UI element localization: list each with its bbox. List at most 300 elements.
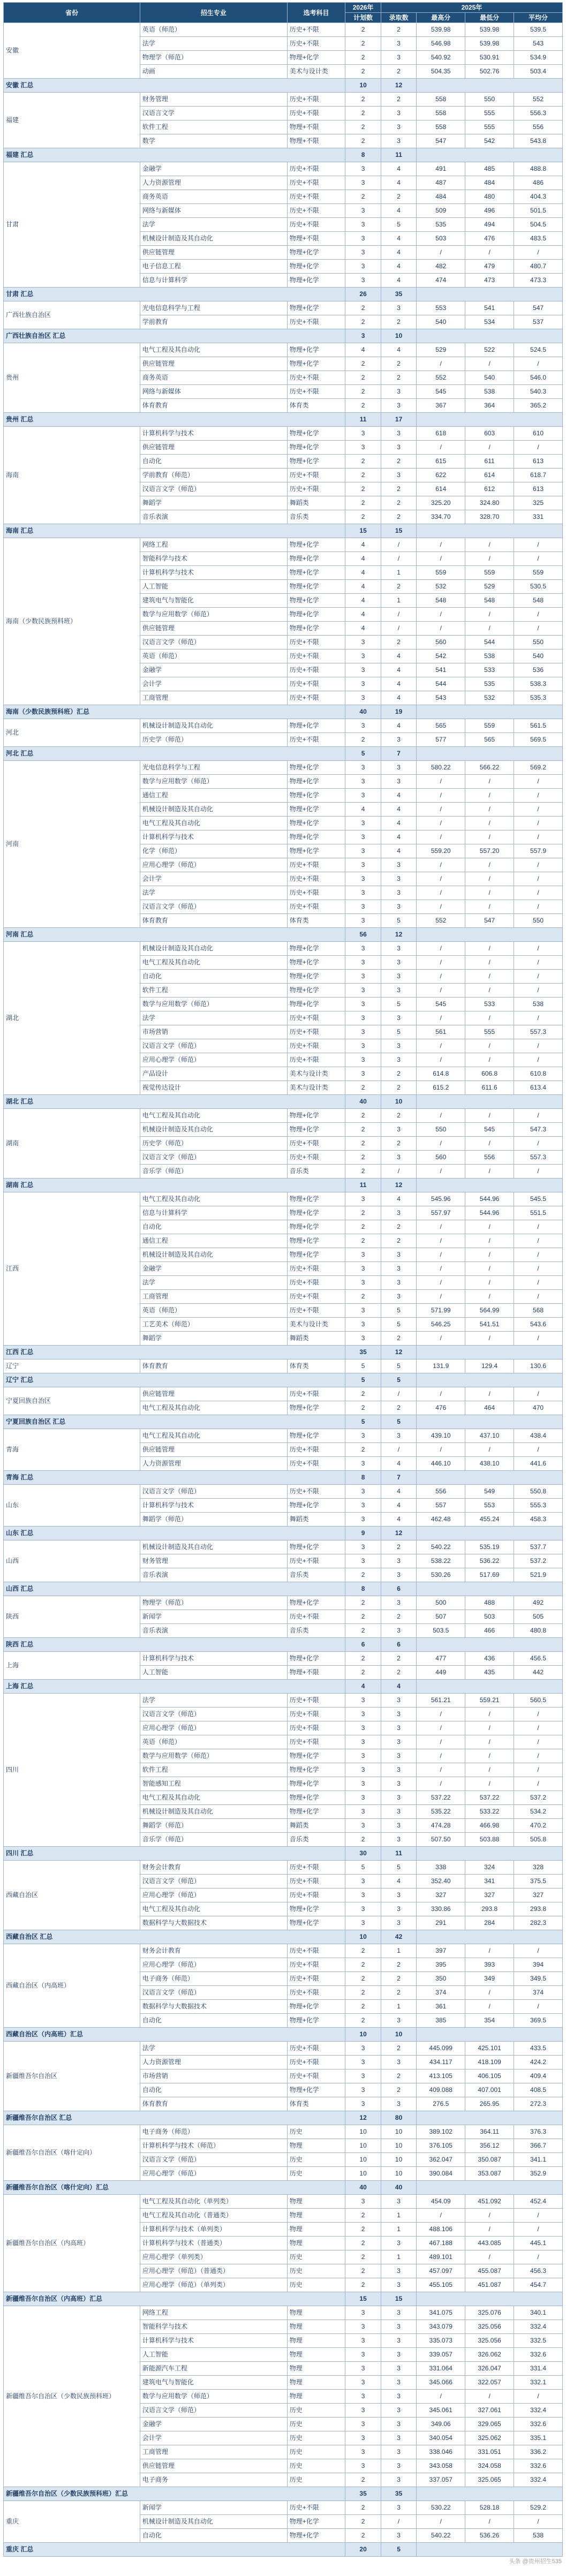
admitted-cell: 3 <box>381 2445 416 2459</box>
admitted-cell: 3 <box>381 2237 416 2250</box>
admitted-cell: 2 <box>381 23 416 37</box>
min-score-cell: 612 <box>465 482 514 496</box>
province-cell: 安徽 <box>4 23 140 79</box>
min-score-cell: 466 <box>465 1624 514 1638</box>
min-score-cell: 356.12 <box>465 2139 514 2153</box>
subtotal-empty <box>417 148 563 162</box>
subtotal-plan: 6 <box>345 1638 381 1652</box>
min-score-cell: / <box>465 1234 514 1248</box>
subject-cell: 体育类 <box>287 1359 345 1373</box>
subject-cell: 历史+不限 <box>287 1610 345 1624</box>
major-cell: 计算机科学与技术 <box>140 2334 287 2348</box>
subtotal-plan: 5 <box>345 1415 381 1429</box>
subject-cell: 物理 <box>287 2237 345 2250</box>
major-cell: 网络工程 <box>140 538 287 552</box>
min-score-cell: 293.8 <box>465 1902 514 1916</box>
major-cell: 音乐学（师范） <box>140 1165 287 1179</box>
subject-cell: 历史+不限 <box>287 1554 345 1568</box>
min-score-cell: 265.95 <box>465 2097 514 2111</box>
plan-cell: 2 <box>345 1958 381 1972</box>
plan-cell: 4 <box>345 608 381 622</box>
min-score-cell: 443.085 <box>465 2237 514 2250</box>
subject-cell: 历史+不限 <box>287 1888 345 1902</box>
major-cell: 体育教育 <box>140 1359 287 1373</box>
subtotal-empty <box>417 2543 563 2557</box>
subject-cell: 历史+不限 <box>287 1986 345 2000</box>
avg-score-cell: 556 <box>514 120 563 134</box>
subtotal-admitted: 12 <box>381 79 416 93</box>
max-score-cell: / <box>417 1220 465 1234</box>
plan-cell: 2 <box>345 371 381 385</box>
subject-cell: 历史+不限 <box>287 1735 345 1749</box>
plan-cell: 3 <box>345 1554 381 1568</box>
min-score-cell: 407.001 <box>465 2083 514 2097</box>
max-score-cell: 557 <box>417 1499 465 1513</box>
plan-cell: 3 <box>345 1067 381 1081</box>
plan-cell: 4 <box>345 803 381 817</box>
table-row <box>4 1429 563 1443</box>
plan-cell: 3 <box>345 914 381 928</box>
min-score-cell: / <box>465 1011 514 1025</box>
max-score-cell: 376.105 <box>417 2139 465 2153</box>
subject-cell: 历史+不限 <box>287 1958 345 1972</box>
avg-score-cell: 543 <box>514 37 563 51</box>
avg-score-cell: 349.5 <box>514 1972 563 1986</box>
max-score-cell: 540.22 <box>417 1540 465 1554</box>
subtotal-row <box>4 1095 563 1109</box>
max-score-cell: 503 <box>417 232 465 246</box>
plan-cell: 2 <box>345 1624 381 1638</box>
min-score-cell: 549 <box>465 1485 514 1499</box>
table-row <box>4 2042 563 2056</box>
admitted-cell: 3 <box>381 2404 416 2418</box>
max-score-cell: / <box>417 1749 465 1763</box>
subject-cell: 历史+不限 <box>287 23 345 37</box>
major-cell: 电气工程及其自动化（单列类） <box>140 2195 287 2209</box>
major-cell: 汉语言文学（师范） <box>140 1708 287 1721</box>
admitted-cell: 4 <box>381 789 416 803</box>
plan-cell: 3 <box>345 274 381 288</box>
plan-cell: 3 <box>345 1791 381 1805</box>
subject-cell: 物理+化学 <box>287 274 345 288</box>
plan-cell: 10 <box>345 2125 381 2139</box>
max-score-cell: 343.079 <box>417 2320 465 2334</box>
max-score-cell: 343.058 <box>417 2459 465 2473</box>
max-score-cell: 614 <box>417 482 465 496</box>
avg-score-cell: 332.5 <box>514 2334 563 2348</box>
subject-cell: 历史 <box>287 2431 345 2445</box>
admission-table-wrapper <box>3 2 563 2557</box>
plan-cell: 3 <box>345 260 381 274</box>
admitted-cell: 3 <box>381 2348 416 2362</box>
major-cell: 应用心理学（师范） <box>140 2167 287 2181</box>
subject-cell: 物理+化学 <box>287 552 345 566</box>
major-cell: 体育教育 <box>140 914 287 928</box>
min-score-cell: / <box>465 538 514 552</box>
subtotal-empty <box>417 1680 563 1694</box>
max-score-cell: 552 <box>417 371 465 385</box>
subtotal-empty <box>417 413 563 427</box>
max-score-cell: / <box>417 1262 465 1276</box>
header-admitted: 录取数 <box>381 13 416 23</box>
admitted-cell: 3 <box>381 1206 416 1220</box>
admitted-cell: 4 <box>381 691 416 705</box>
min-score-cell: / <box>465 1248 514 1262</box>
subtotal-label: 新疆维吾尔自治区（内高班）汇总 <box>4 2292 345 2306</box>
major-cell: 法学 <box>140 218 287 232</box>
subject-cell: 物理+化学 <box>287 2515 345 2529</box>
subject-cell: 舞蹈类 <box>287 496 345 510</box>
province-cell: 甘肃 <box>4 162 140 288</box>
min-score-cell: / <box>465 830 514 844</box>
avg-score-cell: / <box>514 1248 563 1262</box>
major-cell: 计算机科学与技术（师范） <box>140 2139 287 2153</box>
major-cell: 人工智能 <box>140 2348 287 2362</box>
plan-cell: 2 <box>345 1206 381 1220</box>
min-score-cell: / <box>465 817 514 830</box>
major-cell: 电气工程及其自动化 <box>140 343 287 357</box>
major-cell: 财务管理 <box>140 93 287 107</box>
subject-cell: 物理+化学 <box>287 1596 345 1610</box>
subject-cell: 物理 <box>287 2376 345 2390</box>
plan-cell: 2 <box>345 1290 381 1304</box>
plan-cell: 2 <box>345 1234 381 1248</box>
avg-score-cell: 483.5 <box>514 232 563 246</box>
min-score-cell: / <box>465 775 514 789</box>
major-cell: 机械设计制造及其自动化 <box>140 1540 287 1554</box>
max-score-cell: 547 <box>417 134 465 148</box>
subtotal-empty <box>417 928 563 942</box>
admitted-cell: 5 <box>381 1318 416 1332</box>
avg-score-cell: 454.7 <box>514 2278 563 2292</box>
min-score-cell: 325.062 <box>465 2431 514 2445</box>
plan-cell: 3 <box>345 2097 381 2111</box>
major-cell: 自动化 <box>140 455 287 469</box>
plan-cell: 2 <box>345 1652 381 1666</box>
admitted-cell: 1 <box>381 2223 416 2237</box>
plan-cell: 2 <box>345 510 381 524</box>
table-body <box>4 23 563 2557</box>
avg-score-cell: 538 <box>514 998 563 1011</box>
min-score-cell: 547 <box>465 914 514 928</box>
admitted-cell: 2 <box>381 636 416 649</box>
subject-cell: 历史+不限 <box>287 1443 345 1457</box>
max-score-cell: / <box>417 1234 465 1248</box>
admitted-cell: 3 <box>381 1624 416 1638</box>
subtotal-plan: 35 <box>345 2487 381 2501</box>
min-score-cell: 284 <box>465 1916 514 1930</box>
min-score-cell: / <box>465 552 514 566</box>
subtotal-plan: 20 <box>345 2543 381 2557</box>
subtotal-admitted: 12 <box>381 1527 416 1540</box>
avg-score-cell: 332.4 <box>514 2473 563 2487</box>
plan-cell: 2 <box>345 399 381 413</box>
plan-cell: 3 <box>345 1735 381 1749</box>
admitted-cell: / <box>381 538 416 552</box>
avg-score-cell: 492 <box>514 1596 563 1610</box>
avg-score-cell: 534.2 <box>514 1805 563 1819</box>
min-score-cell: 550 <box>465 93 514 107</box>
min-score-cell: / <box>465 1165 514 1179</box>
major-cell: 计算机科学与技术（普通类） <box>140 2237 287 2250</box>
plan-cell: 4 <box>345 580 381 594</box>
avg-score-cell: 546.0 <box>514 371 563 385</box>
min-score-cell: 553 <box>465 1499 514 1513</box>
min-score-cell: 350.087 <box>465 2153 514 2167</box>
subtotal-label: 海南 汇总 <box>4 524 345 538</box>
subject-cell: 体育类 <box>287 399 345 413</box>
subject-cell: 物理+化学 <box>287 427 345 441</box>
plan-cell: 2 <box>345 1387 381 1401</box>
subtotal-empty <box>417 79 563 93</box>
plan-cell: 2 <box>345 51 381 65</box>
avg-score-cell: 505.8 <box>514 1833 563 1847</box>
plan-cell: 3 <box>345 2042 381 2056</box>
admitted-cell: 2 <box>381 93 416 107</box>
max-score-cell: / <box>417 1763 465 1777</box>
major-cell: 自动化 <box>140 970 287 984</box>
min-score-cell: / <box>465 357 514 371</box>
subtotal-label: 辽宁 汇总 <box>4 1373 345 1387</box>
max-score-cell: / <box>417 1109 465 1123</box>
table-row <box>4 1540 563 1554</box>
subtotal-plan: 30 <box>345 1847 381 1861</box>
avg-score-cell: 556.3 <box>514 107 563 120</box>
major-cell: 音乐表演 <box>140 1624 287 1638</box>
max-score-cell: 532 <box>417 580 465 594</box>
subtotal-label: 海南（少数民族预科班）汇总 <box>4 705 345 719</box>
admitted-cell: 3 <box>381 886 416 900</box>
subject-cell: 美术与设计类 <box>287 1081 345 1095</box>
subject-cell: 历史+不限 <box>287 1875 345 1888</box>
subject-cell: 历史+不限 <box>287 1861 345 1875</box>
max-score-cell: / <box>417 552 465 566</box>
plan-cell: 3 <box>345 1708 381 1721</box>
min-score-cell: / <box>465 1749 514 1763</box>
min-score-cell: 536.26 <box>465 2529 514 2543</box>
plan-cell: 2 <box>345 2278 381 2292</box>
subtotal-row <box>4 524 563 538</box>
major-cell: 体育教育 <box>140 399 287 413</box>
avg-score-cell: 540 <box>514 649 563 663</box>
subtotal-row <box>4 2543 563 2557</box>
plan-cell: 2 <box>345 1568 381 1582</box>
admitted-cell: 3 <box>381 2334 416 2348</box>
subject-cell: 物理+化学 <box>287 1916 345 1930</box>
avg-score-cell: / <box>514 1011 563 1025</box>
max-score-cell: 558 <box>417 120 465 134</box>
subject-cell: 物理+化学 <box>287 594 345 608</box>
min-score-cell: / <box>465 622 514 636</box>
major-cell: 历史学（师范） <box>140 1137 287 1151</box>
min-score-cell: 480 <box>465 190 514 204</box>
subject-cell: 物理+化学 <box>287 1192 345 1206</box>
admitted-cell: 4 <box>381 649 416 663</box>
subject-cell: 历史+不限 <box>287 2056 345 2069</box>
subtotal-plan: 10 <box>345 2028 381 2042</box>
subject-cell: 物理+化学 <box>287 1805 345 1819</box>
subtotal-admitted: 35 <box>381 288 416 301</box>
min-score-cell: 436 <box>465 1652 514 1666</box>
admitted-cell: 2 <box>381 482 416 496</box>
max-score-cell: 397 <box>417 1944 465 1958</box>
table-row <box>4 719 563 733</box>
admitted-cell: 3 <box>381 1262 416 1276</box>
plan-cell: 3 <box>345 691 381 705</box>
admitted-cell: 3 <box>381 761 416 775</box>
plan-cell: 3 <box>345 1902 381 1916</box>
admitted-cell: 2 <box>381 1220 416 1234</box>
admitted-cell: 3 <box>381 120 416 134</box>
major-cell: 财务会计教育 <box>140 1944 287 1958</box>
subtotal-empty <box>417 1582 563 1596</box>
max-score-cell: 338.046 <box>417 2445 465 2459</box>
plan-cell: 3 <box>345 1819 381 1833</box>
subtotal-plan: 8 <box>345 1471 381 1485</box>
subtotal-row <box>4 1415 563 1429</box>
min-score-cell: 564.99 <box>465 1304 514 1318</box>
min-score-cell: / <box>465 900 514 914</box>
plan-cell: 2 <box>345 120 381 134</box>
min-score-cell: 464 <box>465 1401 514 1415</box>
table-row <box>4 1596 563 1610</box>
min-score-cell: / <box>465 2000 514 2014</box>
min-score-cell: 494 <box>465 218 514 232</box>
subtotal-row <box>4 413 563 427</box>
min-score-cell: / <box>465 1708 514 1721</box>
avg-score-cell: / <box>514 538 563 552</box>
admitted-cell: 3 <box>381 2320 416 2334</box>
subject-cell: 物理+化学 <box>287 1248 345 1262</box>
major-cell: 电气工程及其自动化 <box>140 956 287 970</box>
table-row <box>4 2195 563 2209</box>
admitted-cell: 3 <box>381 956 416 970</box>
subject-cell: 历史+不限 <box>287 636 345 649</box>
max-score-cell: 556 <box>417 1485 465 1499</box>
avg-score-cell: 438.4 <box>514 1429 563 1443</box>
subject-cell: 音乐类 <box>287 1624 345 1638</box>
subject-cell: 历史+不限 <box>287 385 345 399</box>
major-cell: 计算机科学与技术（单列类） <box>140 2223 287 2237</box>
min-score-cell: / <box>465 1721 514 1735</box>
min-score-cell: / <box>465 872 514 886</box>
admitted-cell: 4 <box>381 817 416 830</box>
max-score-cell: 390.084 <box>417 2167 465 2181</box>
min-score-cell: 325.056 <box>465 2334 514 2348</box>
major-cell: 电气工程及其自动化 <box>140 1401 287 1415</box>
subtotal-row <box>4 1373 563 1387</box>
major-cell: 计算机科学与技术 <box>140 427 287 441</box>
min-score-cell: / <box>465 886 514 900</box>
avg-score-cell: / <box>514 1053 563 1067</box>
min-score-cell: 611.6 <box>465 1081 514 1095</box>
max-score-cell: 345.061 <box>417 2404 465 2418</box>
subject-cell: 物理+化学 <box>287 260 345 274</box>
major-cell: 数学与应用数学（师范） <box>140 775 287 789</box>
table-row <box>4 2501 563 2515</box>
subject-cell: 历史+不限 <box>287 190 345 204</box>
subtotal-plan: 10 <box>345 79 381 93</box>
max-score-cell: 467.188 <box>417 2237 465 2250</box>
min-score-cell: / <box>465 1109 514 1123</box>
subject-cell: 物理+化学 <box>287 1429 345 1443</box>
plan-cell: 3 <box>345 775 381 789</box>
subtotal-label: 甘肃 汇总 <box>4 288 345 301</box>
subtotal-label: 河南 汇总 <box>4 928 345 942</box>
avg-score-cell: / <box>514 1721 563 1735</box>
plan-cell: 3 <box>345 1763 381 1777</box>
avg-score-cell: 504.5 <box>514 218 563 232</box>
subject-cell: 历史+不限 <box>287 1025 345 1039</box>
max-score-cell: 449 <box>417 1666 465 1680</box>
max-score-cell: / <box>417 246 465 260</box>
avg-score-cell: 555.3 <box>514 1499 563 1513</box>
subtotal-label: 西藏自治区 汇总 <box>4 1930 345 1944</box>
min-score-cell: 555 <box>465 120 514 134</box>
major-cell: 应用心理学（师范）（单列类） <box>140 2278 287 2292</box>
max-score-cell: / <box>417 538 465 552</box>
avg-score-cell: / <box>514 1220 563 1234</box>
avg-score-cell: 505 <box>514 1610 563 1624</box>
admitted-cell: 3 <box>381 2278 416 2292</box>
major-cell: 动画 <box>140 65 287 79</box>
major-cell: 计算机科学与技术 <box>140 830 287 844</box>
avg-score-cell: / <box>514 441 563 455</box>
min-score-cell: / <box>465 1137 514 1151</box>
min-score-cell: 555 <box>465 107 514 120</box>
min-score-cell: 353.087 <box>465 2167 514 2181</box>
plan-cell: 3 <box>345 844 381 858</box>
avg-score-cell: 332.4 <box>514 2404 563 2418</box>
max-score-cell: 349.06 <box>417 2418 465 2431</box>
min-score-cell: 535 <box>465 677 514 691</box>
major-cell: 应用心理学（师范） <box>140 1958 287 1972</box>
major-cell: 供应链管理 <box>140 1443 287 1457</box>
major-cell: 数据科学与大数据技术 <box>140 2000 287 2014</box>
major-cell: 机械设计制造及其自动化 <box>140 803 287 817</box>
major-cell: 化学（师范） <box>140 844 287 858</box>
min-score-cell: / <box>465 1053 514 1067</box>
subject-cell: 历史+不限 <box>287 2501 345 2515</box>
subtotal-label: 山东 汇总 <box>4 1527 345 1540</box>
subtotal-plan: 15 <box>345 524 381 538</box>
avg-score-cell: 441.6 <box>514 1457 563 1471</box>
admitted-cell: 3 <box>381 1805 416 1819</box>
admitted-cell: 2 <box>381 1958 416 1972</box>
admission-score-table <box>3 2 563 2557</box>
plan-cell: 2 <box>345 1666 381 1680</box>
max-score-cell: 482 <box>417 260 465 274</box>
plan-cell: 3 <box>345 2069 381 2083</box>
province-cell: 海南 <box>4 427 140 524</box>
subject-cell: 历史+不限 <box>287 1457 345 1471</box>
major-cell: 电气工程及其自动化 <box>140 817 287 830</box>
major-cell: 音乐表演 <box>140 510 287 524</box>
plan-cell: 3 <box>345 2056 381 2069</box>
major-cell: 英语（师范） <box>140 1735 287 1749</box>
plan-cell: 2 <box>345 2264 381 2278</box>
major-cell: 法学 <box>140 1276 287 1290</box>
avg-score-cell: / <box>514 817 563 830</box>
major-cell: 舞蹈学（师范） <box>140 1819 287 1833</box>
min-score-cell: 129.4 <box>465 1359 514 1373</box>
subject-cell: 物理+化学 <box>287 580 345 594</box>
plan-cell: 3 <box>345 789 381 803</box>
avg-score-cell: 536 <box>514 663 563 677</box>
plan-cell: 2 <box>345 1972 381 1986</box>
admitted-cell: 2 <box>381 357 416 371</box>
subject-cell: 历史+不限 <box>287 1053 345 1067</box>
